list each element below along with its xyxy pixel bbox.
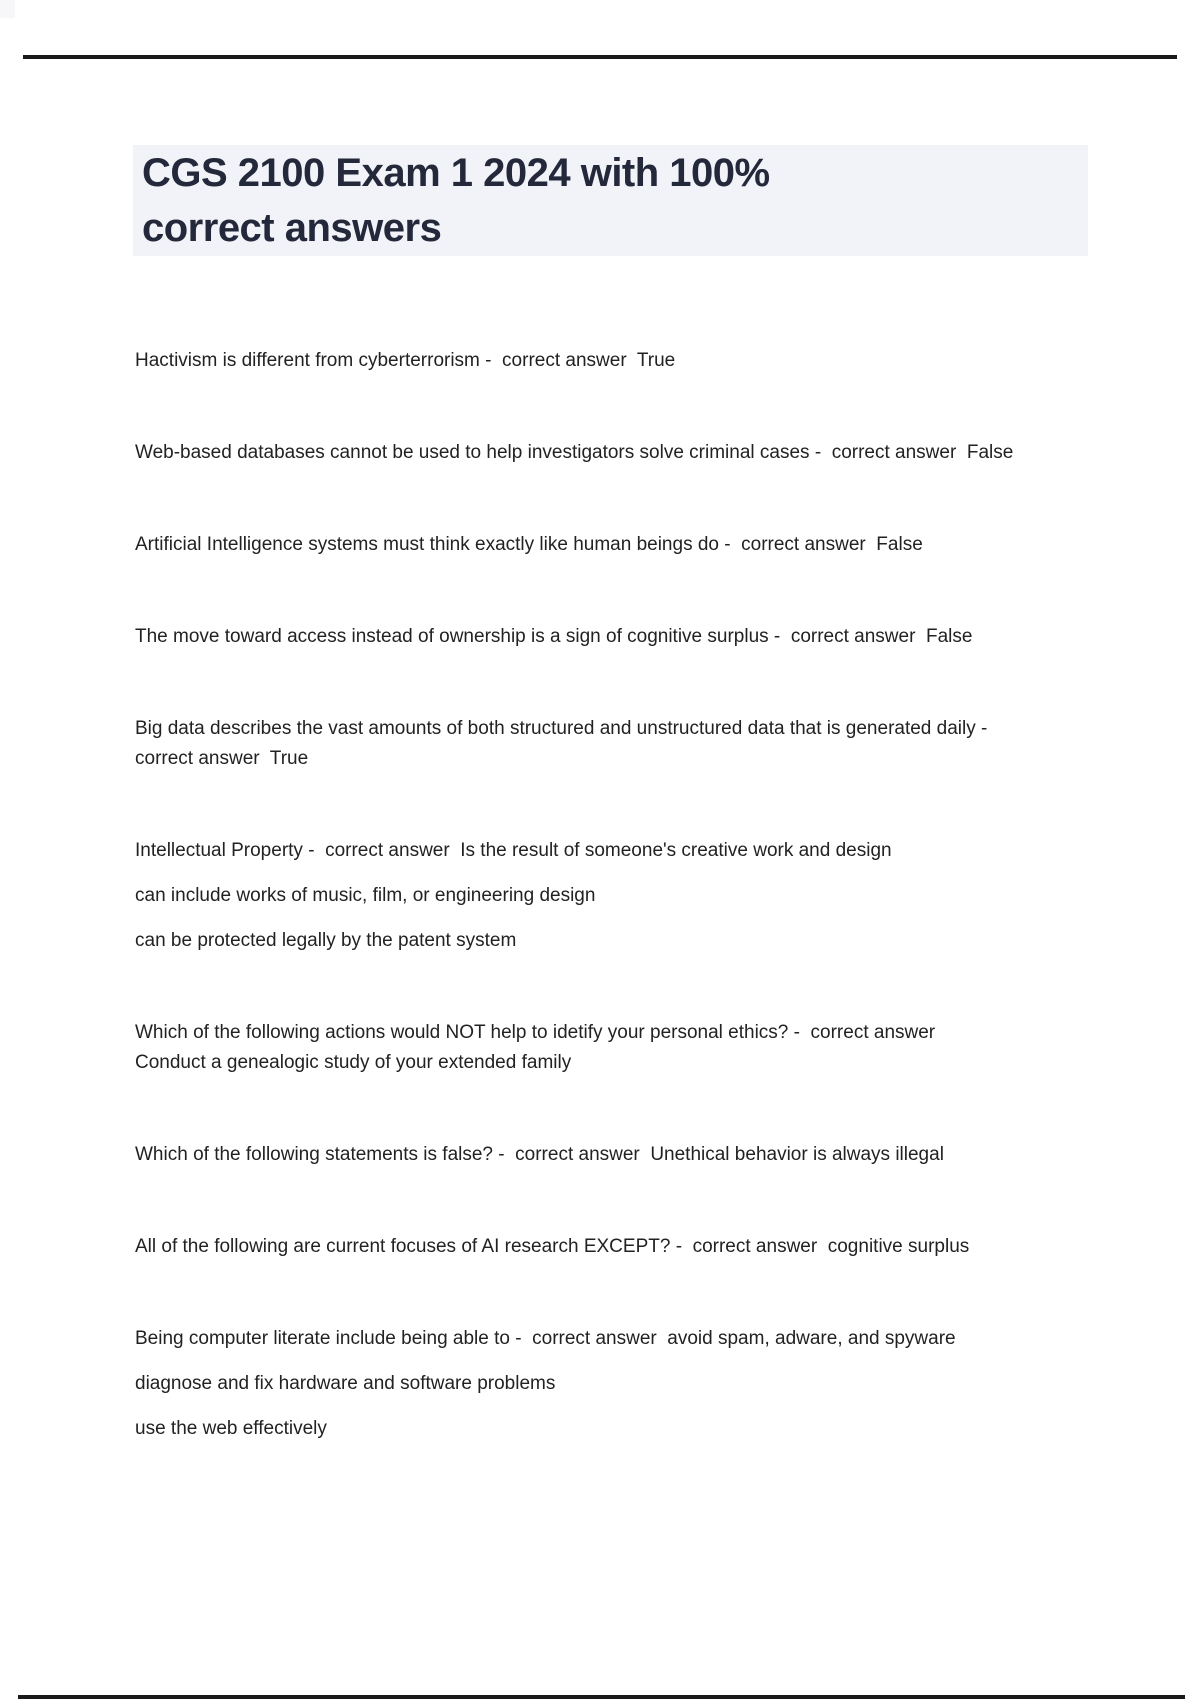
qa-text: Conduct a genealogic study of your extended family bbox=[135, 1052, 572, 1073]
qa-paragraph bbox=[135, 1324, 1145, 1354]
qa-paragraph bbox=[135, 346, 1145, 376]
qa-text: The move toward access instead of ownership is a sign of cognitive surplus - correct answer False bbox=[135, 626, 973, 647]
qa-paragraph bbox=[135, 926, 1145, 956]
document-title bbox=[142, 146, 1068, 256]
top-divider-rule bbox=[23, 55, 1177, 59]
qa-text: Artificial Intelligence systems must think exactly like human beings do - correct answer False bbox=[135, 534, 923, 555]
title-highlight-block bbox=[133, 145, 1088, 256]
qa-paragraph bbox=[135, 1232, 1145, 1262]
bottom-divider-rule bbox=[18, 1695, 1185, 1699]
qa-paragraph bbox=[135, 881, 1145, 911]
qa-text: diagnose and fix hardware and software problems bbox=[135, 1373, 556, 1394]
qa-paragraph bbox=[135, 1369, 1145, 1399]
qa-paragraph bbox=[135, 1140, 1145, 1170]
qa-block-9 bbox=[135, 1232, 1145, 1262]
qa-block-7 bbox=[135, 1018, 1145, 1078]
qa-paragraph bbox=[135, 530, 1145, 560]
qa-text: Big data describes the vast amounts of both structured and unstructured data that is generated daily - bbox=[135, 718, 988, 739]
qa-text: Which of the following actions would NOT help to idetify your personal ethics? - correct answer bbox=[135, 1022, 936, 1043]
qa-text: use the web effectively bbox=[135, 1418, 327, 1439]
document-title-line-2: correct answers bbox=[142, 206, 442, 250]
qa-block-8 bbox=[135, 1140, 1145, 1170]
qa-text: correct answer True bbox=[135, 748, 309, 769]
qa-block-6 bbox=[135, 836, 1145, 956]
qa-text: can be protected legally by the patent system bbox=[135, 930, 517, 951]
document-title-line-1: CGS 2100 Exam 1 2024 with 100% bbox=[142, 151, 770, 195]
qa-text: Being computer literate include being able to - correct answer avoid spam, adware, and spyware bbox=[135, 1328, 956, 1349]
qa-text: Hactivism is different from cyberterrorism - correct answer True bbox=[135, 350, 676, 371]
qa-paragraph bbox=[135, 714, 1145, 774]
qa-block-1 bbox=[135, 346, 1145, 376]
qa-list bbox=[135, 346, 1145, 1506]
qa-block-5 bbox=[135, 714, 1145, 774]
qa-paragraph bbox=[135, 836, 1145, 866]
qa-text: All of the following are current focuses of AI research EXCEPT? - correct answer cognitive surplus bbox=[135, 1236, 970, 1257]
qa-paragraph bbox=[135, 1018, 1145, 1078]
qa-block-4 bbox=[135, 622, 1145, 652]
qa-text: can include works of music, film, or engineering design bbox=[135, 885, 596, 906]
scan-artifact bbox=[0, 0, 15, 18]
qa-text: Which of the following statements is false? - correct answer Unethical behavior is always illegal bbox=[135, 1144, 944, 1165]
qa-paragraph bbox=[135, 438, 1145, 468]
qa-text: Web-based databases cannot be used to help investigators solve criminal cases - correct answer False bbox=[135, 442, 1014, 463]
qa-block-10 bbox=[135, 1324, 1145, 1444]
qa-paragraph bbox=[135, 1414, 1145, 1444]
qa-paragraph bbox=[135, 622, 1145, 652]
qa-block-2 bbox=[135, 438, 1145, 468]
qa-block-3 bbox=[135, 530, 1145, 560]
qa-text: Intellectual Property - correct answer Is the result of someone's creative work and design bbox=[135, 840, 892, 861]
